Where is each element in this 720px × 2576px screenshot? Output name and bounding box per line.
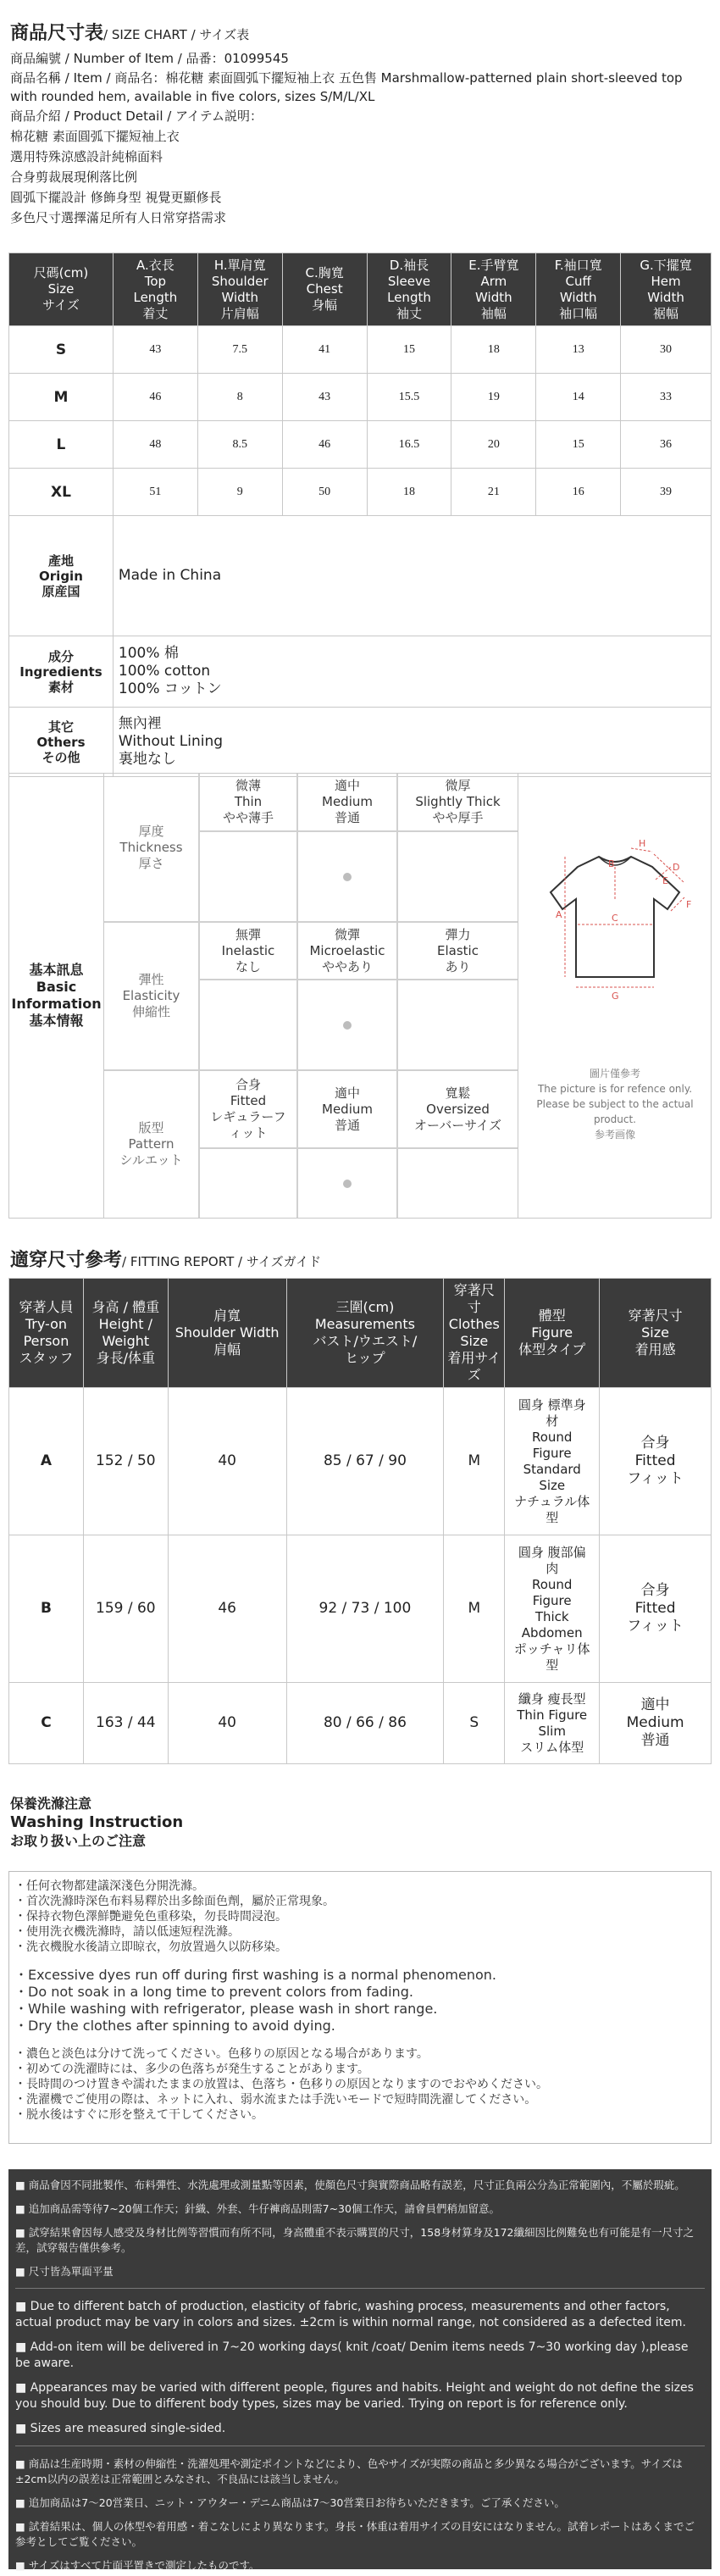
note-en: ■ Sizes are measured single-sided. [15, 2422, 226, 2435]
basic-info [8, 773, 712, 1219]
pattern-marker-cell [199, 1148, 297, 1218]
value-cell: 41 [282, 326, 367, 374]
value-cell: 43 [282, 374, 367, 421]
diagram-note: 圖片僅參考 The picture is for refence only. Please be subject to the actual product. 参考画像 [536, 1068, 694, 1141]
table-row [9, 421, 712, 469]
value-cell: 19 [451, 374, 536, 421]
ingredients-row [9, 636, 712, 708]
diagram-letter-c: C [612, 913, 618, 924]
size-cell: XL [9, 469, 114, 516]
chest-header: C.胸寬 Chest 身幅 [282, 253, 367, 326]
figure-cell: 圓身 腹部偏 肉 Round Figure Thick Abdomen ポッチャリ体 型 [505, 1535, 600, 1683]
washing-instructions [8, 1871, 712, 2144]
diagram-letter-b: B [608, 858, 615, 869]
size-cell: M [9, 374, 114, 421]
washing-ja: ・濃色と淡色は分けて洗ってください。色移りの原因となる場合があります。 ・初めての洗濯時には、多少の色落ちが発生することがあります。 ・長時間のつけ置きや濡れたままの放置は、色落ち・色移りの原因となりますのでおやめください。 ・洗濯機でご使用の際は、ネットに入れ、弱水流または手洗いモードで短時間洗濯してください。 ・脱水後はすぐに形を整えて干してください。 [14, 2047, 548, 2122]
top-length-header: A.衣長 Top Length 着丈 [113, 253, 197, 326]
divider [15, 2288, 705, 2289]
product-detail-label: 商品介紹 / Product Detail / アイテム説明： [10, 108, 263, 124]
value-cell: 8 [197, 374, 282, 421]
person-cell: C [9, 1683, 84, 1764]
note-en: ■ Appearances may be varied with different people, figures and habits. Height and weight do not define the sizes you should buy. Due to different body types, sizes may be varied. Trying on report is for reference only. [15, 2381, 694, 2411]
elasticity-option-inelastic: 無彈 Inelastic なし [199, 922, 297, 980]
diagram-letter-f: F [686, 899, 692, 910]
sleeve-length-header: D.袖長 Sleeve Length 袖丈 [367, 253, 451, 326]
clothes-size-cell: S [444, 1683, 505, 1764]
shoulder-cell: 40 [168, 1388, 286, 1535]
value-cell: 46 [282, 421, 367, 469]
elasticity-option-elastic: 彈力 Elastic あり [397, 922, 518, 980]
product-desc-line: 選用特殊涼感設計純棉面料 [10, 149, 163, 164]
shoulder-cell: 40 [168, 1683, 286, 1764]
product-desc-line: 棉花糖 素面圓弧下擺短袖上衣 [10, 129, 180, 144]
fitting-title-sub: / FITTING REPORT / サイズガイド [122, 1254, 322, 1269]
diagram-letter-h: H [639, 838, 646, 849]
selected-dot [343, 1021, 352, 1030]
basic-info-caption: 基本訊息 Basic Information 基本情報 [9, 774, 104, 1218]
value-cell: 18 [367, 469, 451, 516]
table-row [9, 1388, 712, 1535]
diagram-letter-e: E [662, 875, 668, 886]
elasticity-option-micro: 微彈 Microelastic ややあり [297, 922, 397, 980]
value-cell: 39 [621, 469, 712, 516]
hem-width-header: G.下擺寬 Hem Width 裾幅 [621, 253, 712, 326]
thickness-marker-cell [297, 831, 397, 922]
height-weight-cell: 163 / 44 [83, 1683, 168, 1764]
item-number: 商品編號 / Number of Item / 品番：01099545 [10, 51, 289, 66]
measurements-header: 三圍(cm) Measurements バスト/ウエスト/ ヒップ [286, 1279, 444, 1388]
value-cell: 7.5 [197, 326, 282, 374]
pattern-label: 版型 Pattern シルエット [104, 1070, 199, 1218]
value-cell: 8.5 [197, 421, 282, 469]
fitting-title [10, 1246, 321, 1272]
fitting-table [8, 1278, 712, 1764]
person-cell: B [9, 1535, 84, 1683]
diagram-letter-g: G [612, 991, 619, 1002]
selected-dot [343, 873, 352, 881]
fit-cell: 合身 Fitted フィット [600, 1388, 712, 1535]
shoulder-header: 肩寬 Shoulder Width 肩幅 [168, 1279, 286, 1388]
note-en: ■ Add-on item will be delivered in 7~20 working days( knit /coat/ Denim items needs 7~30 working day ),please be aware. [15, 2340, 689, 2370]
shirt-diagram-panel [518, 774, 711, 1218]
value-cell: 36 [621, 421, 712, 469]
diagram-letter-a: A [556, 909, 562, 920]
note-zh: ■ 試穿結果會因每人感受及身材比例等習慣而有所不同，身高體重不表示購買的尺寸，158身材算身及172纖細因比例難免也有可能是有一尺寸之差，試穿報告僅供參考。 [15, 2226, 695, 2254]
origin-label: 產地 Origin 原産国 [9, 516, 114, 636]
value-cell: 21 [451, 469, 536, 516]
note-ja: ■ 商品は生産時期・素材の伸縮性・洗濯処理や測定ポイントなどにより、色やサイズが実際の商品と多少異なる場合がございます。サイズは±2cm以内の誤差は正常範囲とみなされ、不良品には該当しません。 [15, 2457, 683, 2485]
value-cell: 48 [113, 421, 197, 469]
value-cell: 15 [367, 326, 451, 374]
value-cell: 18 [451, 326, 536, 374]
height-weight-cell: 159 / 60 [83, 1535, 168, 1683]
fit-cell: 合身 Fitted フィット [600, 1535, 712, 1683]
product-desc-line: 合身剪裁展現俐落比例 [10, 169, 138, 185]
pattern-option-fitted: 合身 Fitted レギュラーフィット [199, 1070, 297, 1148]
figure-cell: 圓身 標準身 材 Round Figure Standard Size ナチュラル体 型 [505, 1388, 600, 1535]
figure-header: 體型 Figure 体型タイプ [505, 1279, 600, 1388]
ingredients-label: 成分 Ingredients 素材 [9, 636, 114, 708]
selected-dot [343, 1180, 352, 1188]
note-zh: ■ 追加商品需等待7~20個工作天；針織、外套、牛仔褲商品則需7~30個工作天，請會員們稍加留意。 [15, 2202, 500, 2215]
item-name: 商品名稱 / Item / 商品名：棉花糖 素面圓弧下擺短袖上衣 五色售 Marshmallow-patterned plain short-sleeved top with rounded hem, available in five colors, sizes S/M/L/XL [10, 70, 683, 104]
value-cell: 43 [113, 326, 197, 374]
elasticity-marker-cell [297, 980, 397, 1070]
product-info [0, 48, 720, 228]
elasticity-label: 彈性 Elasticity 伸縮性 [104, 922, 199, 1070]
size-header: 尺碼(cm) Size サイズ [9, 253, 114, 326]
value-cell: 13 [536, 326, 621, 374]
pattern-marker-cell [397, 1148, 518, 1218]
value-cell: 50 [282, 469, 367, 516]
size-chart-title-sub: / SIZE CHART / サイズ表 [103, 27, 250, 42]
notes-panel [8, 2169, 712, 2572]
clothes-size-cell: M [444, 1535, 505, 1683]
diagram-letter-d: D [673, 862, 680, 873]
value-cell: 46 [113, 374, 197, 421]
thickness-label: 厚度 Thickness 厚さ [104, 774, 199, 922]
product-desc-line: 圓弧下擺設計 修飾身型 視覺更顯修長 [10, 190, 222, 205]
ingredients-value: 100% 棉 100% cotton 100% コットン [113, 636, 711, 708]
note-ja: ■ サイズはすべて片面平置きで測定したものです。 [15, 2559, 260, 2572]
table-row [9, 1535, 712, 1683]
size-cell: S [9, 326, 114, 374]
thickness-option-thin: 微薄 Thin やや薄手 [199, 774, 297, 831]
thickness-option-thick: 微厚 Slightly Thick やや厚手 [397, 774, 518, 831]
note-ja: ■ 追加商品は7～20営業日、ニット・アウター・デニム商品は7～30営業日お待ちいただきます。ご了承ください。 [15, 2496, 565, 2509]
washing-zh: ・任何衣物都建議深淺色分開洗滌。 ・首次洗滌時深色布料易釋於出多餘面色劑，屬於正常現象。 ・保持衣物色澤鮮艷避免色重移染，勿長時間浸泡。 ・使用洗衣機洗滌時，請以低速短程洗滌。 ・洗衣機脫水後請立即晾衣，勿放置過久以防移染。 [14, 1879, 335, 1954]
size-chart-title [0, 0, 720, 48]
value-cell: 20 [451, 421, 536, 469]
arm-width-header: E.手臂寬 Arm Width 袖幅 [451, 253, 536, 326]
figure-cell: 纖身 瘦長型 Thin Figure Slim スリム体型 [505, 1683, 600, 1764]
washing-heading: 保養洗滌注意 Washing Instruction お取り扱い上のご注意 [10, 1796, 184, 1849]
clothes-size-cell: M [444, 1388, 505, 1535]
table-row [9, 326, 712, 374]
table-row [9, 469, 712, 516]
size-table [8, 253, 712, 777]
note-zh: ■ 商品會因不同批製作、布料彈性、水洗處理或測量點等因素，使顏色尺寸與實際商品略有誤差，尺寸正負兩公分為正常範圍內，不屬於瑕疵。 [15, 2179, 685, 2191]
elasticity-marker-cell [397, 980, 518, 1070]
try-on-person-header: 穿著人員 Try-on Person スタッフ [9, 1279, 84, 1388]
value-cell: 51 [113, 469, 197, 516]
shoulder-width-header: H.單肩寬 Shoulder Width 片肩幅 [197, 253, 282, 326]
elasticity-marker-cell [199, 980, 297, 1070]
value-cell: 15.5 [367, 374, 451, 421]
origin-row [9, 516, 712, 636]
size-cell: L [9, 421, 114, 469]
value-cell: 16.5 [367, 421, 451, 469]
pattern-marker-cell [297, 1148, 397, 1218]
note-en: ■ Due to different batch of production, elasticity of fabric, washing process, measurements and other factors, actual product may be vary in colors and sizes. ±2cm is within normal range, not considered as a defected item. [15, 2300, 686, 2329]
value-cell: 15 [536, 421, 621, 469]
height-weight-header: 身高 / 體重 Height / Weight 身長/体重 [83, 1279, 168, 1388]
cuff-width-header: F.袖口寬 Cuff Width 袖口幅 [536, 253, 621, 326]
origin-value: Made in China [113, 516, 711, 636]
fitting-title-main: 適穿尺寸參考 [10, 1250, 123, 1271]
person-cell: A [9, 1388, 84, 1535]
table-row [9, 1683, 712, 1764]
measurements-cell: 92 / 73 / 100 [286, 1535, 444, 1683]
measurements-cell: 85 / 67 / 90 [286, 1388, 444, 1535]
value-cell: 14 [536, 374, 621, 421]
value-cell: 9 [197, 469, 282, 516]
others-label: 其它 Others その他 [9, 708, 114, 777]
pattern-option-oversized: 寬鬆 Oversized オーバーサイズ [397, 1070, 518, 1148]
clothes-size-header: 穿著尺 寸 Clothes Size 着用サイ ズ [444, 1279, 505, 1388]
thickness-option-medium: 適中 Medium 普通 [297, 774, 397, 831]
product-desc-line: 多色尺寸選擇滿足所有人日常穿搭需求 [10, 210, 227, 225]
note-zh: ■ 尺寸皆為單面平量 [15, 2265, 114, 2278]
value-cell: 30 [621, 326, 712, 374]
others-row [9, 708, 712, 777]
measurements-cell: 80 / 66 / 86 [286, 1683, 444, 1764]
fit-size-header: 穿著尺寸 Size 着用感 [600, 1279, 712, 1388]
note-ja: ■ 試着結果は、個人の体型や着用感・着こなしにより異なります。身長・体重は着用サイズの目安にはなりません。試着レポートはあくまでご参考としてご覧ください。 [15, 2520, 695, 2548]
height-weight-cell: 152 / 50 [83, 1388, 168, 1535]
others-value: 無內裡 Without Lining 裏地なし [113, 708, 711, 777]
fit-cell: 適中 Medium 普通 [600, 1683, 712, 1764]
pattern-option-medium: 適中 Medium 普通 [297, 1070, 397, 1148]
thickness-marker-cell [397, 831, 518, 922]
shoulder-cell: 46 [168, 1535, 286, 1683]
washing-en: ・Excessive dyes run off during first washing is a normal phenomenon. ・Do not soak in a long time to prevent colors from fading. ・While washing with refrigerator, please wash in short range. ・Dry the clothes after spinning to avoid dying. [14, 1967, 496, 2034]
table-row [9, 374, 712, 421]
value-cell: 33 [621, 374, 712, 421]
size-chart-title-main: 商品尺寸表 [10, 23, 104, 44]
thickness-marker-cell [199, 831, 297, 922]
value-cell: 16 [536, 469, 621, 516]
